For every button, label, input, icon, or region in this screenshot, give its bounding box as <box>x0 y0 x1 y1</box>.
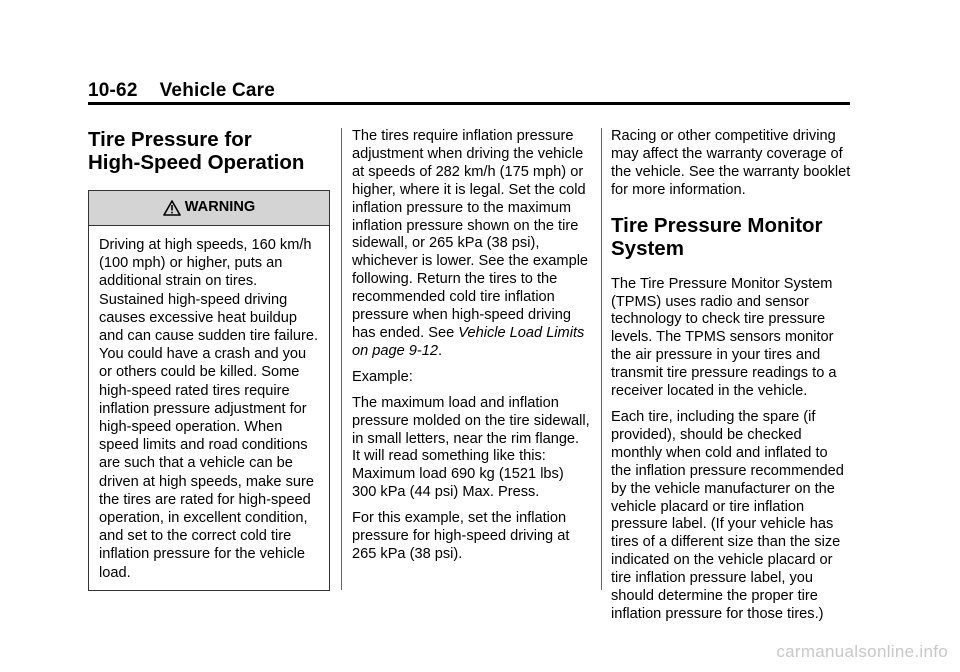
column-divider-2 <box>601 128 602 590</box>
paragraph-tpms-intro: The Tire Pressure Monitor System (TPMS) uses radio and sensor technology to check tire pressure levels. The TPMS sensors monitor the air pressure in your tires and transmit tire pressure readings to a receiver located in the vehicle. <box>611 275 837 400</box>
warning-label: WARNING <box>184 199 256 216</box>
section-title-header: Vehicle Care <box>159 80 276 101</box>
warning-box <box>88 190 330 591</box>
header-rule <box>88 102 850 105</box>
cross-reference-link[interactable]: Vehicle Load Limits on page 9-12 <box>352 324 585 359</box>
paragraph-example-result: For this example, set the inflation pressure for high-speed driving at 265 kPa (38 psi). <box>352 510 570 562</box>
warning-triangle-icon <box>163 200 181 216</box>
column-divider-1 <box>341 128 342 590</box>
paragraph-tpms-check: Each tire, including the spare (if provided), should be checked monthly when cold and inflated to the inflation pressure recommended by the vehicle manufacturer on the vehicle placard or tire inflation pressure label. (If your vehicle has tires of a different size than the size indicated on the vehicle placard or tire inflation pressure label, you should determine the proper tire inflation pressure for those tires.) <box>611 408 844 622</box>
section-heading-high-speed: Tire Pressure for High-Speed Operation <box>88 128 305 174</box>
page-number: 10-62 <box>88 80 138 101</box>
column-2 <box>352 128 590 572</box>
warning-text: Driving at high speeds, 160 km/h (100 mph) or higher, puts an additional strain on tires. Sustained high-speed driving causes excessive heat buildup and can cause sudden tire failure. You could have a crash and you or others could be killed. Some high-speed rated tires require inflation pressure adjustment for high-speed operation. When speed limits and road conditions are such that a vehicle can be driven at high speeds, make sure the tires are rated for high-speed operation, in excellent condition, and set to the correct cold tire inflation pressure for the vehicle load. <box>99 237 319 581</box>
paragraph-inflation-adjustment: The tires require inflation pressure adjustment when driving the vehicle at speeds of 282 km/h (175 mph) or higher, where it is legal. Set the cold inflation pressure to the maximum inflation pressure shown on the tire sidewall, or 265 kPa (38 psi), whichever is lower. See the example following. Return the tires to the recommended cold tire inflation pressure when high-speed driving has ended. See Vehicle Load Limits on page 9-12. <box>352 128 589 359</box>
watermark: carmanualsonline.info <box>776 642 948 661</box>
column-3 <box>611 128 851 632</box>
paragraph-racing: Racing or other competitive driving may affect the warranty coverage of the vehicle. See the warranty booklet for more information. <box>611 128 851 198</box>
warning-header <box>89 191 329 226</box>
section-heading-tpms: Tire Pressure Monitor System <box>611 213 823 260</box>
column-1 <box>88 128 330 591</box>
paragraph-example-label: Example: <box>352 368 413 385</box>
paragraph-example-text: The maximum load and inflation pressure molded on the tire sidewall, in small letters, near the rim flange. It will read something like this: Maximum load 690 kg (1521 lbs) 300 kPa (44 psi) Max. Press. <box>352 394 590 501</box>
page-header <box>88 80 275 102</box>
